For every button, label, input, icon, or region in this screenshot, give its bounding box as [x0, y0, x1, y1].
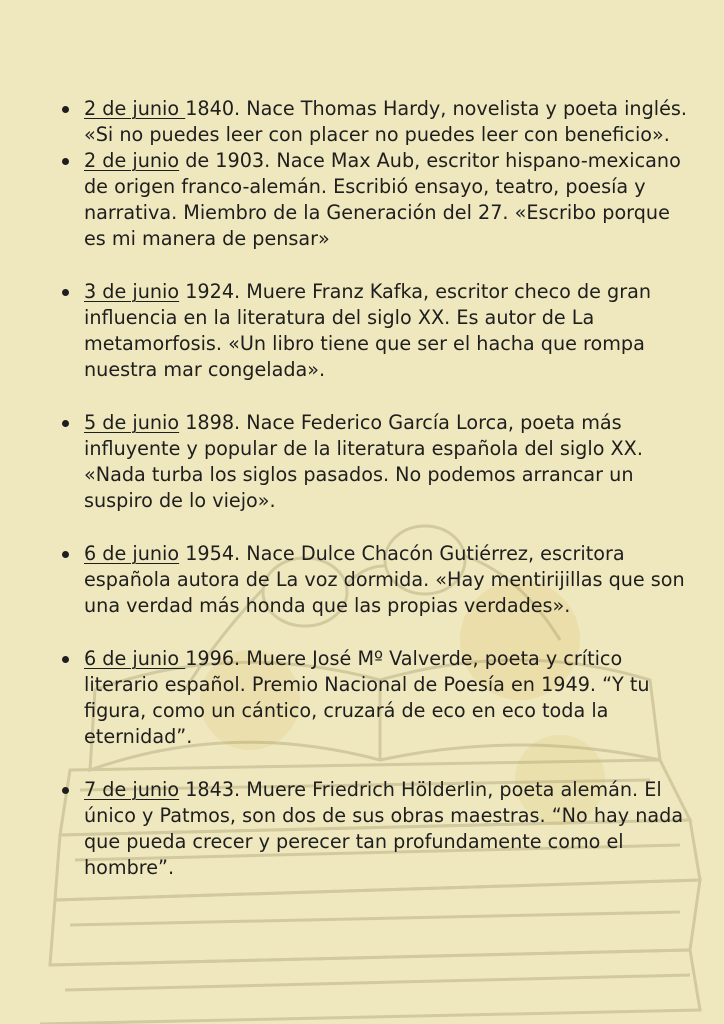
entry-text: 1843. Muere Friedrich Hölderlin, poeta alemán. El único y Patmos, son dos de sus obras maestras. “No hay nada que pueda crecer y perecer tan profundamente como el hombre”.: [84, 778, 684, 879]
entry-text: 1840. Nace Thomas Hardy, novelista y poeta inglés. «Si no puedes leer con placer no puedes leer con beneficio».: [84, 97, 688, 146]
entry-text: 1954. Nace Dulce Chacón Gutiérrez, escritora española autora de La voz dormida. «Hay mentirijillas que son una verdad más honda que las propias verdades».: [84, 542, 685, 617]
events-list: [58, 96, 688, 881]
list-item: [58, 410, 688, 514]
list-item: [58, 541, 688, 619]
entry-text: 1898. Nace Federico García Lorca, poeta más influyente y popular de la literatura española del siglo XX. «Nada turba los siglos pasados. No podemos arrancar un suspiro de lo viejo».: [84, 411, 643, 512]
date-label: 6 de junio: [84, 647, 186, 670]
entry-text: 1924. Muere Franz Kafka, escritor checo de gran influencia en la literatura del siglo XX. Es autor de La metamorfosis. «Un libro tiene que ser el hacha que rompa nuestra mar congelada».: [84, 280, 652, 381]
date-label: 7 de junio: [84, 778, 180, 801]
entry-text: de 1903. Nace Max Aub, escritor hispano-mexicano de origen franco-alemán. Escribió ensayo, teatro, poesía y narrativa. Miembro de la Generación del 27. «Escribo porque es mi manera de pensar»: [84, 149, 681, 250]
date-label: 6 de junio: [84, 542, 180, 565]
date-label: 3 de junio: [84, 280, 180, 303]
list-item: [58, 279, 688, 383]
date-label: 2 de junio: [84, 149, 180, 172]
date-label: 5 de junio: [84, 411, 180, 434]
date-label: 2 de junio: [84, 97, 186, 120]
entry-text: 1996. Muere José Mº Valverde, poeta y crítico literario español. Premio Nacional de Poesía en 1949. “Y tu figura, como un cántico, cruzará de eco en eco toda la eternidad”.: [84, 647, 650, 748]
list-item: [58, 646, 688, 750]
list-item: [58, 148, 688, 252]
list-item: [58, 96, 688, 148]
list-item: [58, 777, 688, 881]
